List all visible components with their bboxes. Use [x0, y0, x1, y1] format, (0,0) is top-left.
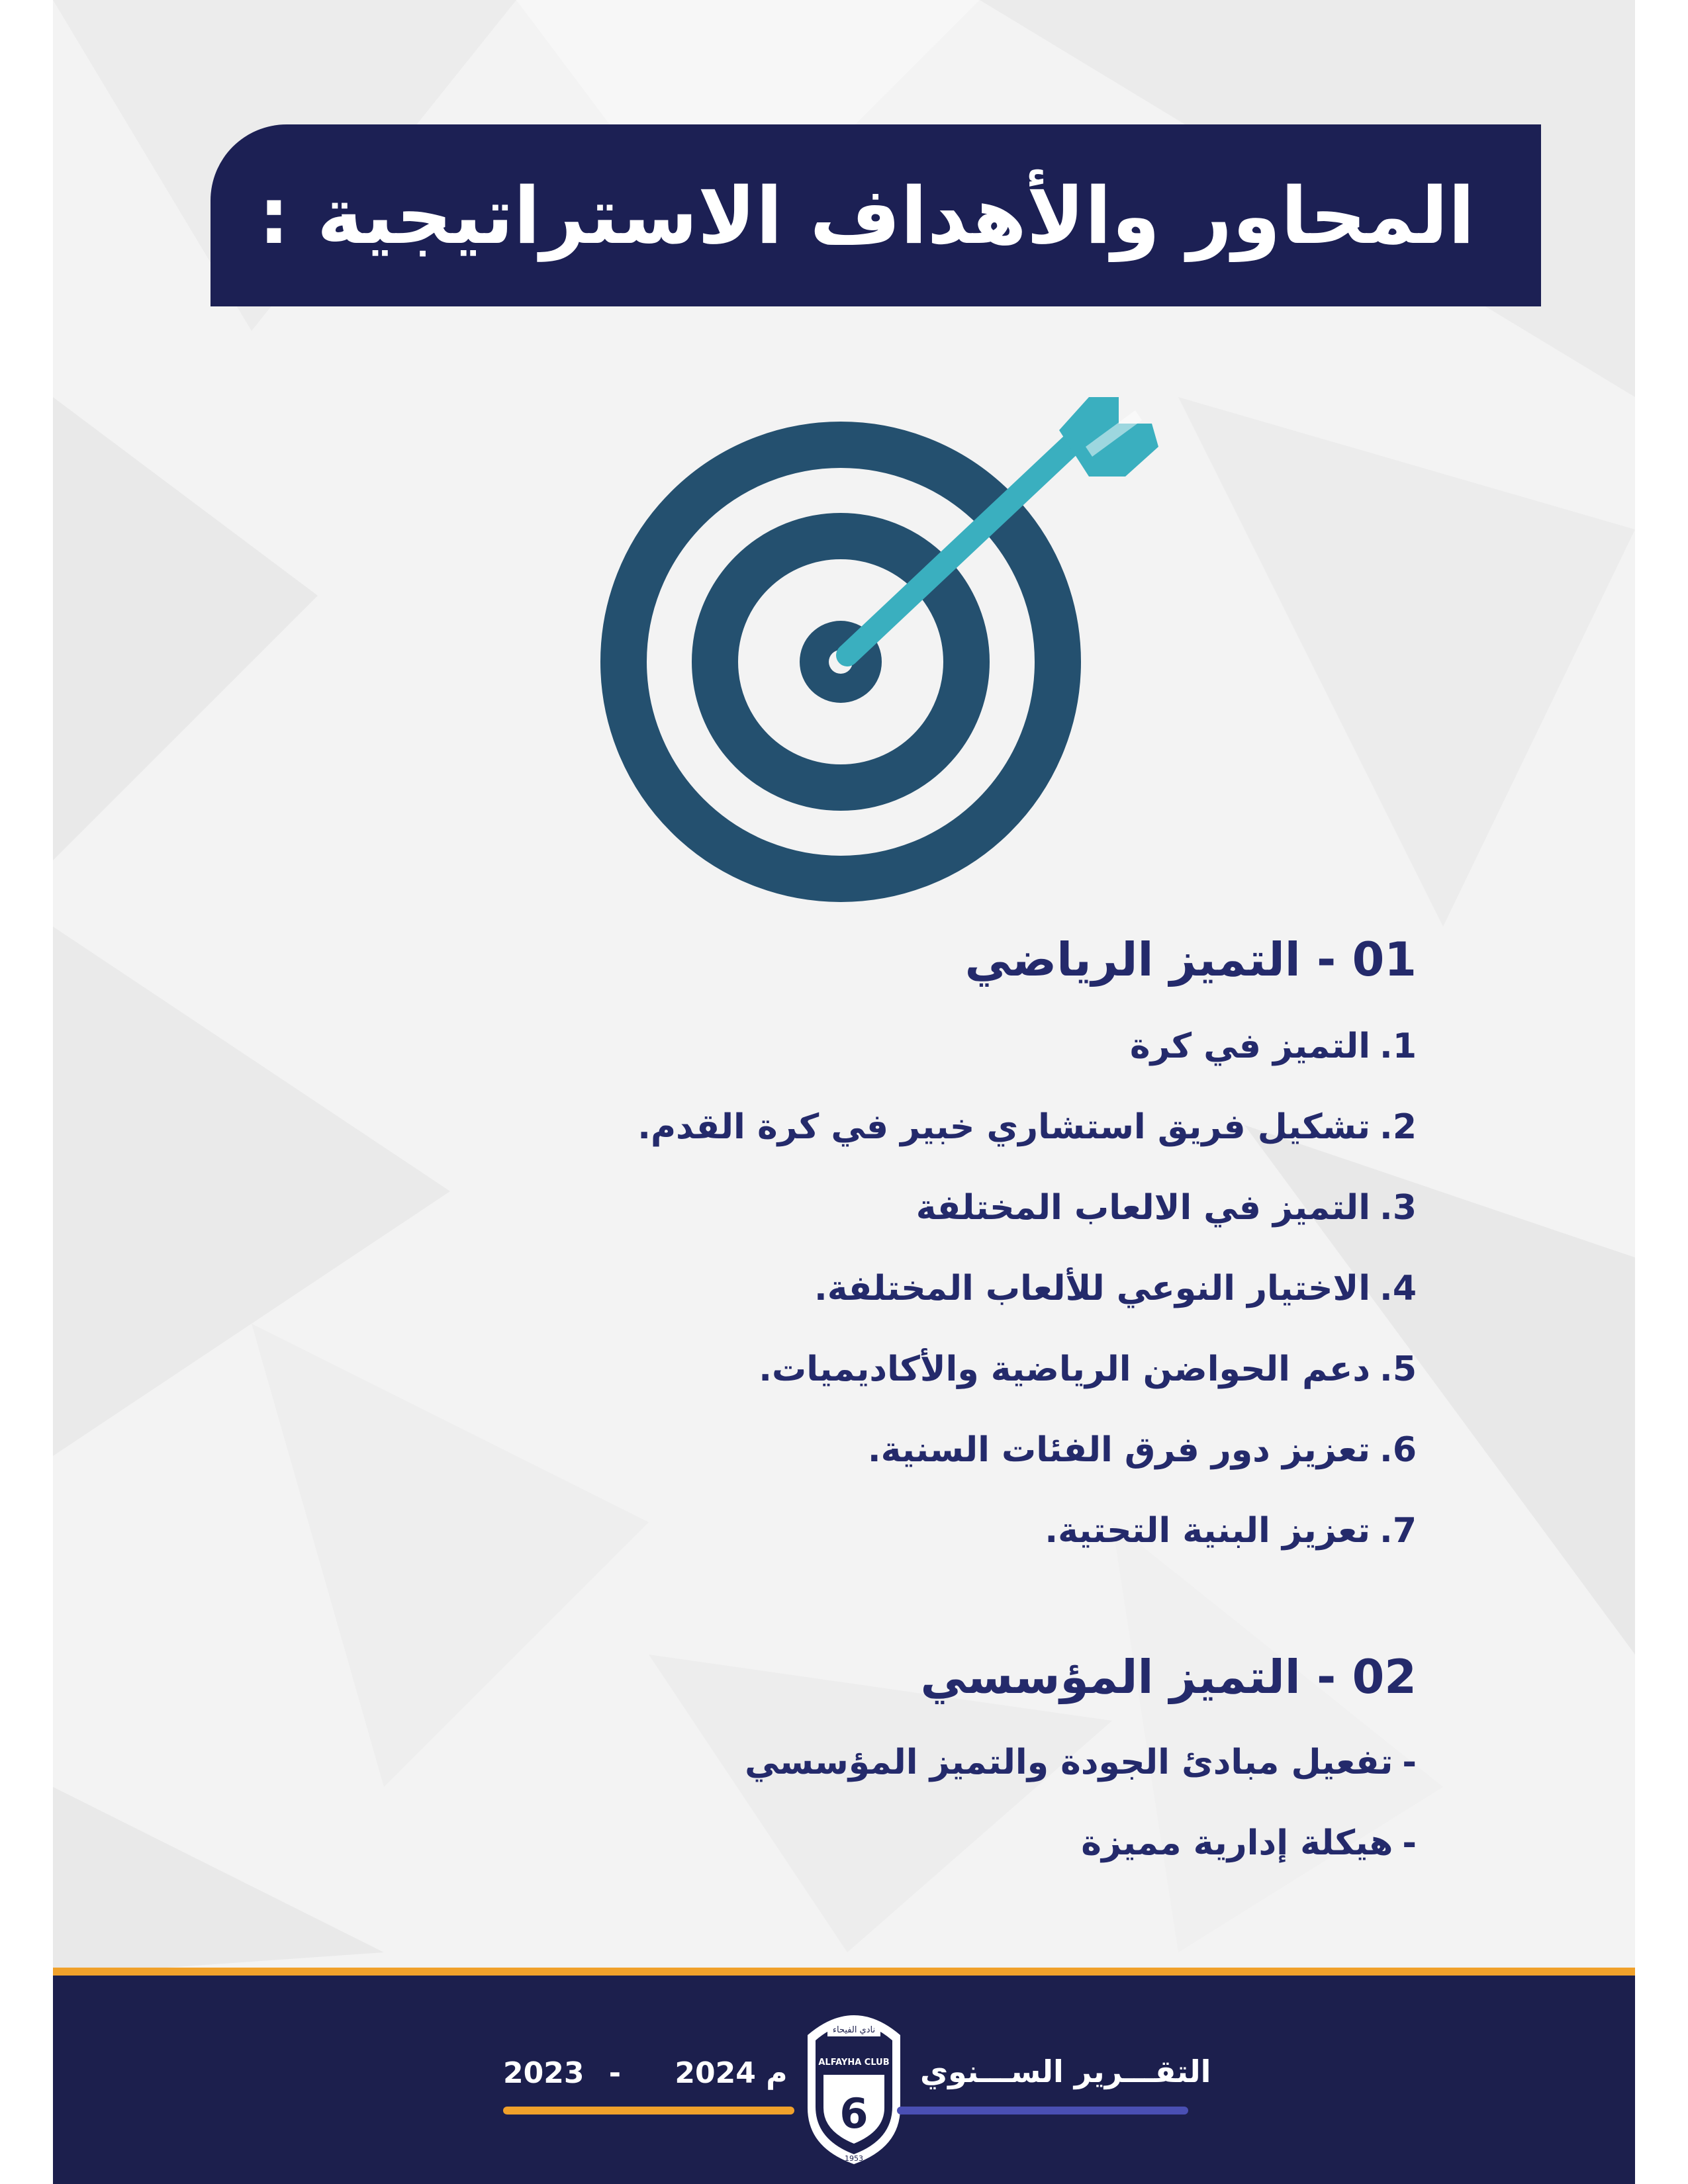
list-item: 2.تشكيل فريق استشاري خبير في كرة القدم. — [637, 1107, 1417, 1147]
footer-line-orange — [503, 2107, 794, 2115]
target-arrow-icon — [596, 384, 1218, 927]
page-title: المحاور والأهداف الاستراتيجية : — [258, 169, 1475, 261]
footer-line-blue — [897, 2107, 1188, 2115]
page-number: 6 — [839, 2089, 868, 2138]
list-item: 4.الاختيار النوعي للألعاب المختلفة. — [814, 1269, 1417, 1308]
list-item: 5.دعم الحواضن الرياضية والأكاديميات. — [759, 1349, 1417, 1389]
section-sports-excellence — [490, 927, 1417, 1571]
list-item: 3.التميز في الالعاب المختلفة — [915, 1188, 1417, 1228]
footer-report-label: التقـــرير الســـنوي — [920, 2054, 1211, 2089]
logo-year: 1953 — [845, 2154, 863, 2163]
list-item: 7.تعزيز البنية التحتية. — [1045, 1511, 1417, 1551]
list-item: 1.التميز في كرة — [1129, 1026, 1417, 1066]
goals-content — [490, 927, 1417, 1884]
list-item: -هيكلة إدارية مميزة — [1081, 1823, 1417, 1863]
page-footer — [53, 1968, 1635, 2184]
logo-english-text: ALFAYHA CLUB — [818, 2058, 890, 2068]
footer-year: م 2024 - 2023 — [503, 2056, 788, 2090]
list-item: -تفعيل مبادئ الجودة والتميز المؤسسي — [745, 1743, 1417, 1782]
section-heading: 02 - التميز المؤسسي — [920, 1650, 1417, 1704]
logo-arabic-text: نادي الفيحاء — [832, 2025, 876, 2035]
list-item: 6.تعزيز دور فرق الفئات السنية. — [867, 1430, 1417, 1470]
section-heading: 01 - التميز الرياضي — [964, 933, 1417, 987]
section-institutional-excellence — [490, 1644, 1417, 1884]
report-page — [53, 0, 1635, 2184]
title-banner — [211, 124, 1541, 306]
club-crest-icon — [794, 1995, 914, 2167]
